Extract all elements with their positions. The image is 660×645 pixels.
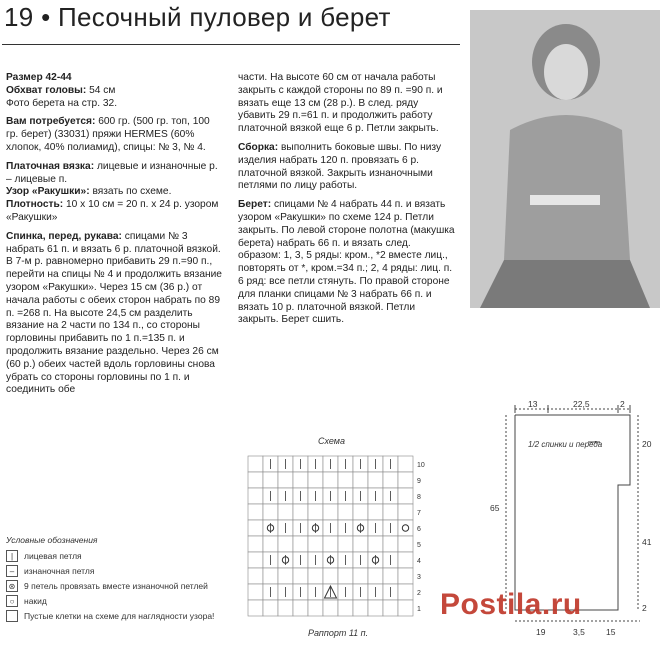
chart-cell	[308, 504, 323, 520]
chart-cell	[278, 472, 293, 488]
chart-cell	[263, 536, 278, 552]
chart-cell	[293, 600, 308, 616]
legend	[6, 535, 236, 625]
watermark: Postila.ru	[440, 588, 582, 621]
chart-cell	[398, 552, 413, 568]
chart-row-number: 1	[417, 606, 421, 613]
chart-cell	[278, 536, 293, 552]
density-label: Плотность:	[6, 199, 64, 211]
chart-cell	[383, 504, 398, 520]
schematic-label: 1/2 спинки и переда	[528, 440, 603, 449]
density-text: 10 х 10 см = 20 п. х 24 р. узором «Ракушки»	[6, 199, 219, 223]
chart-cell	[263, 600, 278, 616]
head-label: Обхват головы:	[6, 84, 87, 96]
legend-item: – изнаночная петля	[6, 565, 236, 577]
assembly-label: Сборка:	[238, 141, 279, 153]
legend-item: | лицевая петля	[6, 550, 236, 562]
chart-cell	[248, 456, 263, 472]
chart-cell	[353, 536, 368, 552]
need-text: 600 гр. (500 гр. топ, 100 гр. берет) (33031) пряжи HERMES (60% хлопок, 40% полиамид), спицы: № 3, № 4.	[6, 116, 210, 153]
chart-cell	[248, 520, 263, 536]
dim-top-1: 13	[528, 399, 538, 409]
chart-cell	[293, 472, 308, 488]
page-title	[4, 2, 391, 33]
chart-cell	[338, 472, 353, 488]
chart-cell	[248, 584, 263, 600]
chart-cell	[248, 504, 263, 520]
head-value: 54 см	[89, 84, 116, 96]
garter-text: лицевые и изнаночные р. – лицевые п.	[6, 160, 218, 185]
beret-label: Берет:	[238, 199, 272, 211]
chart-row-number: 7	[417, 510, 421, 517]
chart-cell	[308, 536, 323, 552]
chart-cell	[368, 504, 383, 520]
empty-cell-icon	[6, 610, 18, 622]
continued-text: части. На высоте 60 см от начала работы закрыть с каждой стороны по 89 п. =90 п. и вязать еще 13 см (28 р.). В след. ряду убавить 29 п.=61 п. и продолжить работу платочной вязкой еще 6 р. Петли закрыть.	[238, 72, 443, 135]
dim-top-3: 2	[620, 399, 625, 409]
chart-cell	[293, 568, 308, 584]
chart-row-number: 2	[417, 590, 421, 597]
chart-cell	[368, 536, 383, 552]
photo-note: Фото берета на стр. 32.	[6, 97, 118, 109]
chart-cell	[263, 504, 278, 520]
chart-cell	[293, 536, 308, 552]
chart-cell	[338, 600, 353, 616]
chart-cell	[398, 504, 413, 520]
chart-cell	[308, 472, 323, 488]
back-text: спицами № 3 набрать 61 п. и вязать 6 р. платочной вязкой. В 7-м р. равномерно прибавить 29 п.=90 п., перейти на спицы № 4 и продолжить вязание узором «Ракушки». Через 15 см (36 р.) от начала работы с обеих сторон набрать по 89 п. =268 п. На высоте 24,5 см разделить вязание на 2 части по 134 п., со стороны горловины прибавить по 1 п.=135 п. и продолжить вязание раздельно. Через 26 см (60 р.) обеих частей вдоль горловины снова убрать со стороны горловины по 1 п. и соединить обе	[6, 230, 222, 396]
chart-cell	[278, 600, 293, 616]
pattern-title: Песочный пуловер и берет	[58, 2, 391, 32]
chart-cell	[383, 472, 398, 488]
assembly-text: выполнить боковые швы. По низу изделия набрать 120 п. провязать 6 р. платочной вязкой. Закрыть изнаночными петлями по лицу работы.	[238, 141, 442, 192]
chart-cell	[323, 536, 338, 552]
chart-cell	[353, 600, 368, 616]
dim-bottom-3: 15	[606, 627, 616, 637]
chart-cell	[398, 568, 413, 584]
chart-cell	[368, 600, 383, 616]
title-bullet: •	[41, 2, 51, 32]
chart-cell	[338, 568, 353, 584]
chart-cell	[323, 600, 338, 616]
dim-right-1: 20	[642, 439, 652, 449]
chart-row-number: 4	[417, 558, 421, 565]
dim-bottom-2: 3,5	[573, 627, 585, 637]
chart-cell	[383, 536, 398, 552]
knit-stitch-icon: |	[6, 550, 18, 562]
chart-cell	[398, 488, 413, 504]
chart-cell	[398, 584, 413, 600]
pattern-text: вязать по схеме.	[92, 186, 172, 198]
dim-right-small: 2	[642, 603, 647, 613]
chart-cell	[308, 568, 323, 584]
garter-label: Платочная вязка:	[6, 160, 95, 172]
chart-cell	[248, 472, 263, 488]
dim-right-2: 41	[642, 537, 652, 547]
chart-cell	[278, 504, 293, 520]
yarn-over-icon: ○	[6, 595, 18, 607]
knitting-chart	[246, 450, 446, 634]
chart-cell	[323, 504, 338, 520]
legend-item: ○ накид	[6, 595, 236, 607]
purl-stitch-icon: –	[6, 565, 18, 577]
dim-left: 65	[490, 503, 500, 513]
text-column-1	[6, 72, 222, 403]
legend-item: ⊛ 9 петель провязать вместе изнаночной петлей	[6, 580, 236, 592]
dim-bottom-1: 19	[536, 627, 546, 637]
dim-top-2: 22,5	[573, 399, 590, 409]
title-rule	[2, 44, 460, 45]
chart-cell	[398, 600, 413, 616]
legend-item: Пустые клетки на схеме для наглядности узора!	[6, 610, 236, 622]
chart-cell	[353, 504, 368, 520]
chart-cell	[293, 504, 308, 520]
chart-cell	[353, 472, 368, 488]
chart-row-number: 5	[417, 542, 421, 549]
chart-row-number: 8	[417, 494, 421, 501]
chart-cell	[398, 472, 413, 488]
chart-cell	[353, 568, 368, 584]
chart-cell	[398, 456, 413, 472]
chart-footer: Раппорт 11 п.	[308, 628, 369, 638]
chart-cell	[368, 568, 383, 584]
chart-row-number: 3	[417, 574, 421, 581]
chart-cell	[248, 488, 263, 504]
cluster-stitch-icon: ⊛	[6, 580, 18, 592]
back-label: Спинка, перед, рукава:	[6, 230, 122, 242]
chart-cell	[248, 552, 263, 568]
chart-cell	[308, 600, 323, 616]
need-label: Вам потребуется:	[6, 116, 96, 128]
pattern-label: Узор «Ракушки»:	[6, 186, 90, 198]
size-label: Размер 42-44	[6, 72, 72, 83]
chart-cell	[398, 536, 413, 552]
chart-row-number: 10	[417, 462, 425, 469]
chart-title: Схема	[318, 436, 345, 446]
chart-cell	[338, 504, 353, 520]
model-photo	[470, 10, 660, 308]
pattern-number: 19	[4, 2, 34, 32]
chart-row-number: 6	[417, 526, 421, 533]
chart-cell	[383, 568, 398, 584]
beret-text: спицами № 4 набрать 44 п. и вязать узором «Ракушки» по схеме 124 р. Петли закрыть. По левой стороне полотна (макушка берета) набрать 66 п. и вязать след. образом: 1, 3, 5 ряды: кром., *2 вместе лиц., повторять от *, кром.=34 п.; 2, 4 ряды: лиц. п. 6 ряд: все петли стянуть. По правой стороне для планки спицами № 3 набрать 66 п. и вязать 10 р. платочной вязкой. Петли закрыть. Берет сшить.	[238, 199, 455, 326]
chart-cell	[248, 568, 263, 584]
chart-cell	[248, 600, 263, 616]
chart-cell	[338, 536, 353, 552]
chart-cell	[368, 472, 383, 488]
chart-cell	[323, 472, 338, 488]
legend-title: Условные обозначения	[6, 535, 98, 545]
chart-cell	[248, 536, 263, 552]
chart-cell	[323, 568, 338, 584]
chart-cell	[263, 568, 278, 584]
chart-row-number: 9	[417, 478, 421, 485]
chart-cell	[383, 600, 398, 616]
chart-cell	[278, 568, 293, 584]
chart-cell	[263, 472, 278, 488]
chart-cell	[398, 520, 413, 536]
text-column-2	[238, 72, 456, 333]
